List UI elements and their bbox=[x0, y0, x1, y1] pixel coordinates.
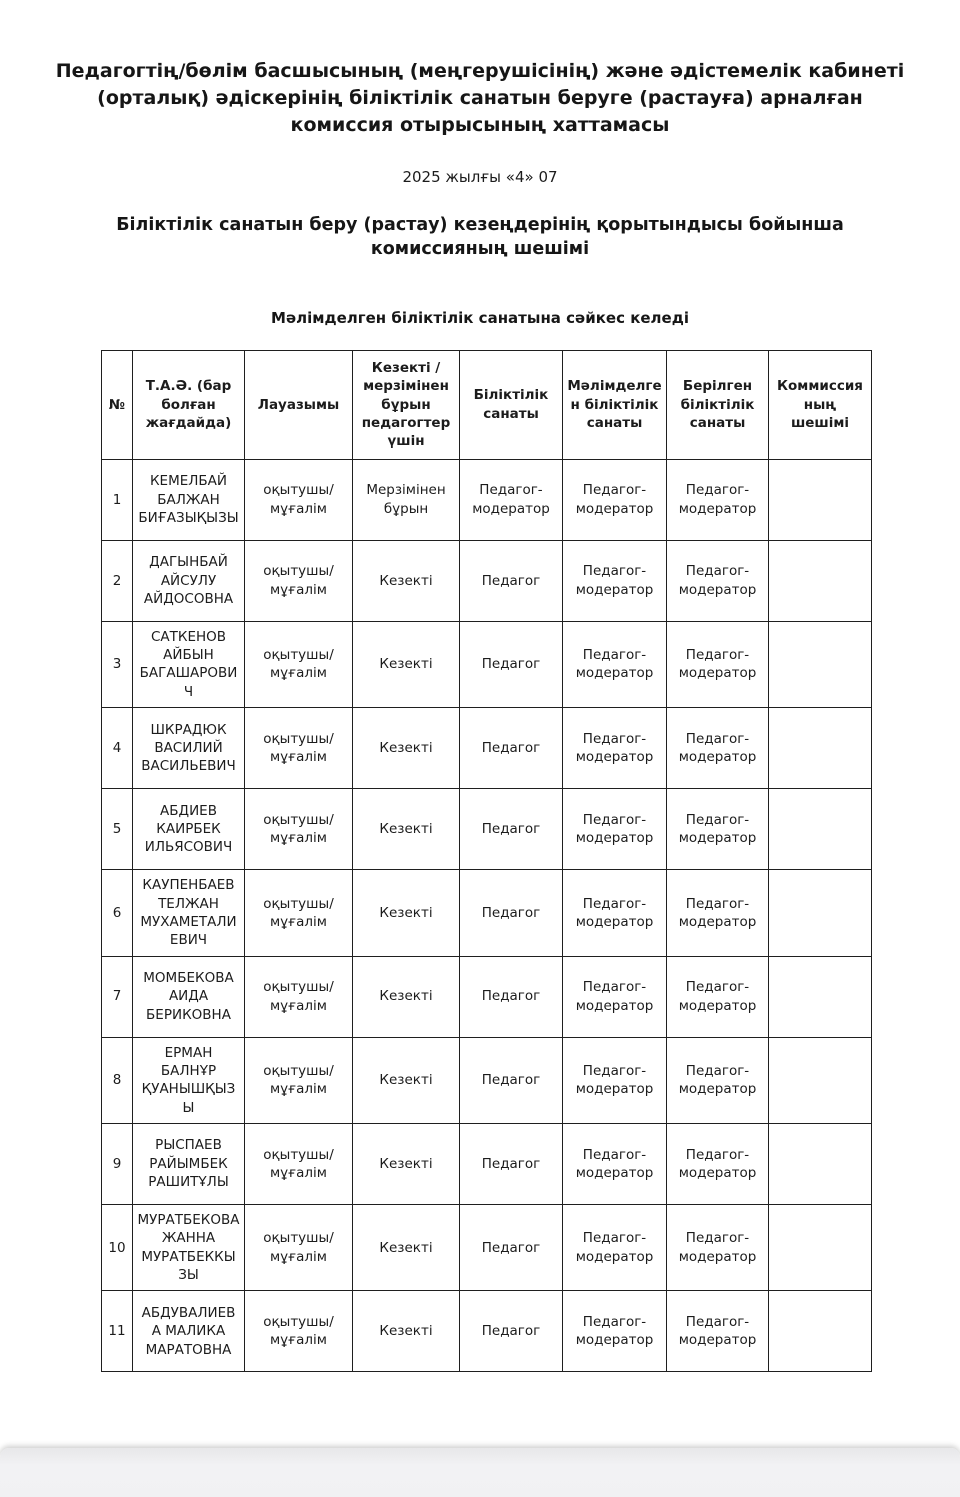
cell-period: Кезекті bbox=[353, 870, 460, 956]
cell-position: оқытушы/мұғалім bbox=[245, 870, 353, 956]
cell-num: 4 bbox=[102, 708, 133, 789]
cell-num: 3 bbox=[102, 621, 133, 707]
cell-category: Педагог bbox=[460, 956, 563, 1037]
cell-name: ЕРМАН БАЛНҰР ҚУАНЫШҚЫЗЫ bbox=[133, 1037, 245, 1123]
cell-name: ДАГЫНБАЙ АЙСУЛУ АЙДОСОВНА bbox=[133, 540, 245, 621]
cell-category: Педагог bbox=[460, 1124, 563, 1205]
column-header-period: Кезекті / мерзімінен бұрын педагогтер үшін bbox=[353, 350, 460, 459]
cell-category: Педагог-модератор bbox=[460, 459, 563, 540]
cell-name: ШКРАДЮК ВАСИЛИЙ ВАСИЛЬЕВИЧ bbox=[133, 708, 245, 789]
cell-granted: Педагог-модератор bbox=[667, 789, 769, 870]
cell-num: 5 bbox=[102, 789, 133, 870]
cell-num: 2 bbox=[102, 540, 133, 621]
table-row bbox=[102, 1291, 872, 1372]
cell-num: 8 bbox=[102, 1037, 133, 1123]
document-page bbox=[0, 58, 960, 1497]
cell-decision bbox=[769, 1037, 872, 1123]
cell-decision bbox=[769, 1124, 872, 1205]
cell-position: оқытушы/мұғалім bbox=[245, 708, 353, 789]
cell-position: оқытушы/мұғалім bbox=[245, 459, 353, 540]
cell-name: РЫСПАЕВ РАЙЫМБЕК РАШИТҰЛЫ bbox=[133, 1124, 245, 1205]
document-date: 2025 жылғы «4» 07 bbox=[402, 167, 558, 186]
cell-category: Педагог bbox=[460, 1291, 563, 1372]
cell-granted: Педагог-модератор bbox=[667, 1124, 769, 1205]
cell-period: Кезекті bbox=[353, 1037, 460, 1123]
table-row bbox=[102, 459, 872, 540]
table-row bbox=[102, 1037, 872, 1123]
column-header-granted: Берілген біліктілік санаты bbox=[667, 350, 769, 459]
cell-category: Педагог bbox=[460, 870, 563, 956]
table-body bbox=[102, 459, 872, 1372]
document-subtitle: Біліктілік санатын беру (растау) кезеңдерінің қорытындысы бойынша комиссияның шешімі bbox=[116, 214, 844, 260]
cell-name: АБДИЕВ КАИРБЕК ИЛЬЯСОВИЧ bbox=[133, 789, 245, 870]
cell-position: оқытушы/мұғалім bbox=[245, 1037, 353, 1123]
cell-granted: Педагог-модератор bbox=[667, 540, 769, 621]
cell-granted: Педагог-модератор bbox=[667, 1037, 769, 1123]
cell-period: Кезекті bbox=[353, 789, 460, 870]
cell-period: Кезекті bbox=[353, 956, 460, 1037]
cell-declared: Педагог-модератор bbox=[563, 956, 667, 1037]
cell-num: 10 bbox=[102, 1205, 133, 1291]
cell-period: Кезекті bbox=[353, 621, 460, 707]
table-row bbox=[102, 1124, 872, 1205]
cell-granted: Педагог-модератор bbox=[667, 1291, 769, 1372]
cell-decision bbox=[769, 956, 872, 1037]
cell-name: МУРАТБЕКОВА ЖАННА МУРАТБЕККЫЗЫ bbox=[133, 1205, 245, 1291]
cell-granted: Педагог-модератор bbox=[667, 708, 769, 789]
cell-declared: Педагог-модератор bbox=[563, 870, 667, 956]
cell-granted: Педагог-модератор bbox=[667, 621, 769, 707]
document-title: Педагогтің/бөлім басшысының (меңгерушісінің) және әдістемелік кабинеті (орталық) әдіскерінің біліктілік санатын беруге (растауға) арналған комиссия отырысының хаттамасы bbox=[55, 60, 905, 136]
cell-decision bbox=[769, 708, 872, 789]
cell-position: оқытушы/мұғалім bbox=[245, 1291, 353, 1372]
qualification-table bbox=[101, 350, 872, 1373]
viewer-bottom-bar bbox=[0, 1448, 960, 1497]
cell-num: 9 bbox=[102, 1124, 133, 1205]
table-row bbox=[102, 789, 872, 870]
table-row bbox=[102, 540, 872, 621]
cell-period: Кезекті bbox=[353, 1291, 460, 1372]
cell-category: Педагог bbox=[460, 708, 563, 789]
cell-name: КАУПЕНБАЕВ ТЕЛЖАН МУХАМЕТАЛИЕВИЧ bbox=[133, 870, 245, 956]
cell-position: оқытушы/мұғалім bbox=[245, 1205, 353, 1291]
cell-period: Кезекті bbox=[353, 540, 460, 621]
cell-period: Кезекті bbox=[353, 1205, 460, 1291]
cell-decision bbox=[769, 1205, 872, 1291]
cell-granted: Педагог-модератор bbox=[667, 459, 769, 540]
column-header-name: Т.А.Ә. (бар болған жағдайда) bbox=[133, 350, 245, 459]
cell-decision bbox=[769, 540, 872, 621]
cell-num: 6 bbox=[102, 870, 133, 956]
cell-period: Мерзімінен бұрын bbox=[353, 459, 460, 540]
cell-declared: Педагог-модератор bbox=[563, 1037, 667, 1123]
column-header-category: Біліктілік санаты bbox=[460, 350, 563, 459]
cell-declared: Педагог-модератор bbox=[563, 621, 667, 707]
cell-period: Кезекті bbox=[353, 1124, 460, 1205]
cell-declared: Педагог-модератор bbox=[563, 789, 667, 870]
cell-decision bbox=[769, 621, 872, 707]
cell-declared: Педагог-модератор bbox=[563, 459, 667, 540]
cell-category: Педагог bbox=[460, 1037, 563, 1123]
cell-category: Педагог bbox=[460, 1205, 563, 1291]
cell-name: МОМБЕКОВА АИДА БЕРИКОВНА bbox=[133, 956, 245, 1037]
cell-position: оқытушы/мұғалім bbox=[245, 789, 353, 870]
table-row bbox=[102, 870, 872, 956]
column-header-decision: Коммиссияның шешімі bbox=[769, 350, 872, 459]
table-caption: Мәлімделген біліктілік санатына сәйкес келеді bbox=[271, 308, 689, 327]
cell-position: оқытушы/мұғалім bbox=[245, 540, 353, 621]
cell-granted: Педагог-модератор bbox=[667, 1205, 769, 1291]
cell-name: АБДУВАЛИЕВА МАЛИКА МАРАТОВНА bbox=[133, 1291, 245, 1372]
column-header-num: № bbox=[102, 350, 133, 459]
table-row bbox=[102, 708, 872, 789]
table-row bbox=[102, 1205, 872, 1291]
cell-name: КЕМЕЛБАЙ БАЛЖАН БИҒАЗЫҚЫЗЫ bbox=[133, 459, 245, 540]
column-header-declared: Мәлімделген біліктілік санаты bbox=[563, 350, 667, 459]
cell-decision bbox=[769, 1291, 872, 1372]
cell-decision bbox=[769, 459, 872, 540]
cell-category: Педагог bbox=[460, 540, 563, 621]
cell-declared: Педагог-модератор bbox=[563, 708, 667, 789]
cell-decision bbox=[769, 789, 872, 870]
cell-declared: Педагог-модератор bbox=[563, 1124, 667, 1205]
table-header bbox=[102, 350, 872, 459]
cell-num: 1 bbox=[102, 459, 133, 540]
cell-declared: Педагог-модератор bbox=[563, 1205, 667, 1291]
cell-position: оқытушы/мұғалім bbox=[245, 956, 353, 1037]
cell-num: 7 bbox=[102, 956, 133, 1037]
cell-num: 11 bbox=[102, 1291, 133, 1372]
cell-granted: Педагог-модератор bbox=[667, 956, 769, 1037]
cell-period: Кезекті bbox=[353, 708, 460, 789]
column-header-position: Лауазымы bbox=[245, 350, 353, 459]
cell-granted: Педагог-модератор bbox=[667, 870, 769, 956]
cell-category: Педагог bbox=[460, 621, 563, 707]
table-row bbox=[102, 956, 872, 1037]
cell-position: оқытушы/мұғалім bbox=[245, 1124, 353, 1205]
table-header-row bbox=[102, 350, 872, 459]
table-row bbox=[102, 621, 872, 707]
cell-category: Педагог bbox=[460, 789, 563, 870]
cell-declared: Педагог-модератор bbox=[563, 1291, 667, 1372]
cell-declared: Педагог-модератор bbox=[563, 540, 667, 621]
cell-position: оқытушы/мұғалім bbox=[245, 621, 353, 707]
cell-decision bbox=[769, 870, 872, 956]
cell-name: САТКЕНОВ АЙБЫН БАГАШАРОВИЧ bbox=[133, 621, 245, 707]
